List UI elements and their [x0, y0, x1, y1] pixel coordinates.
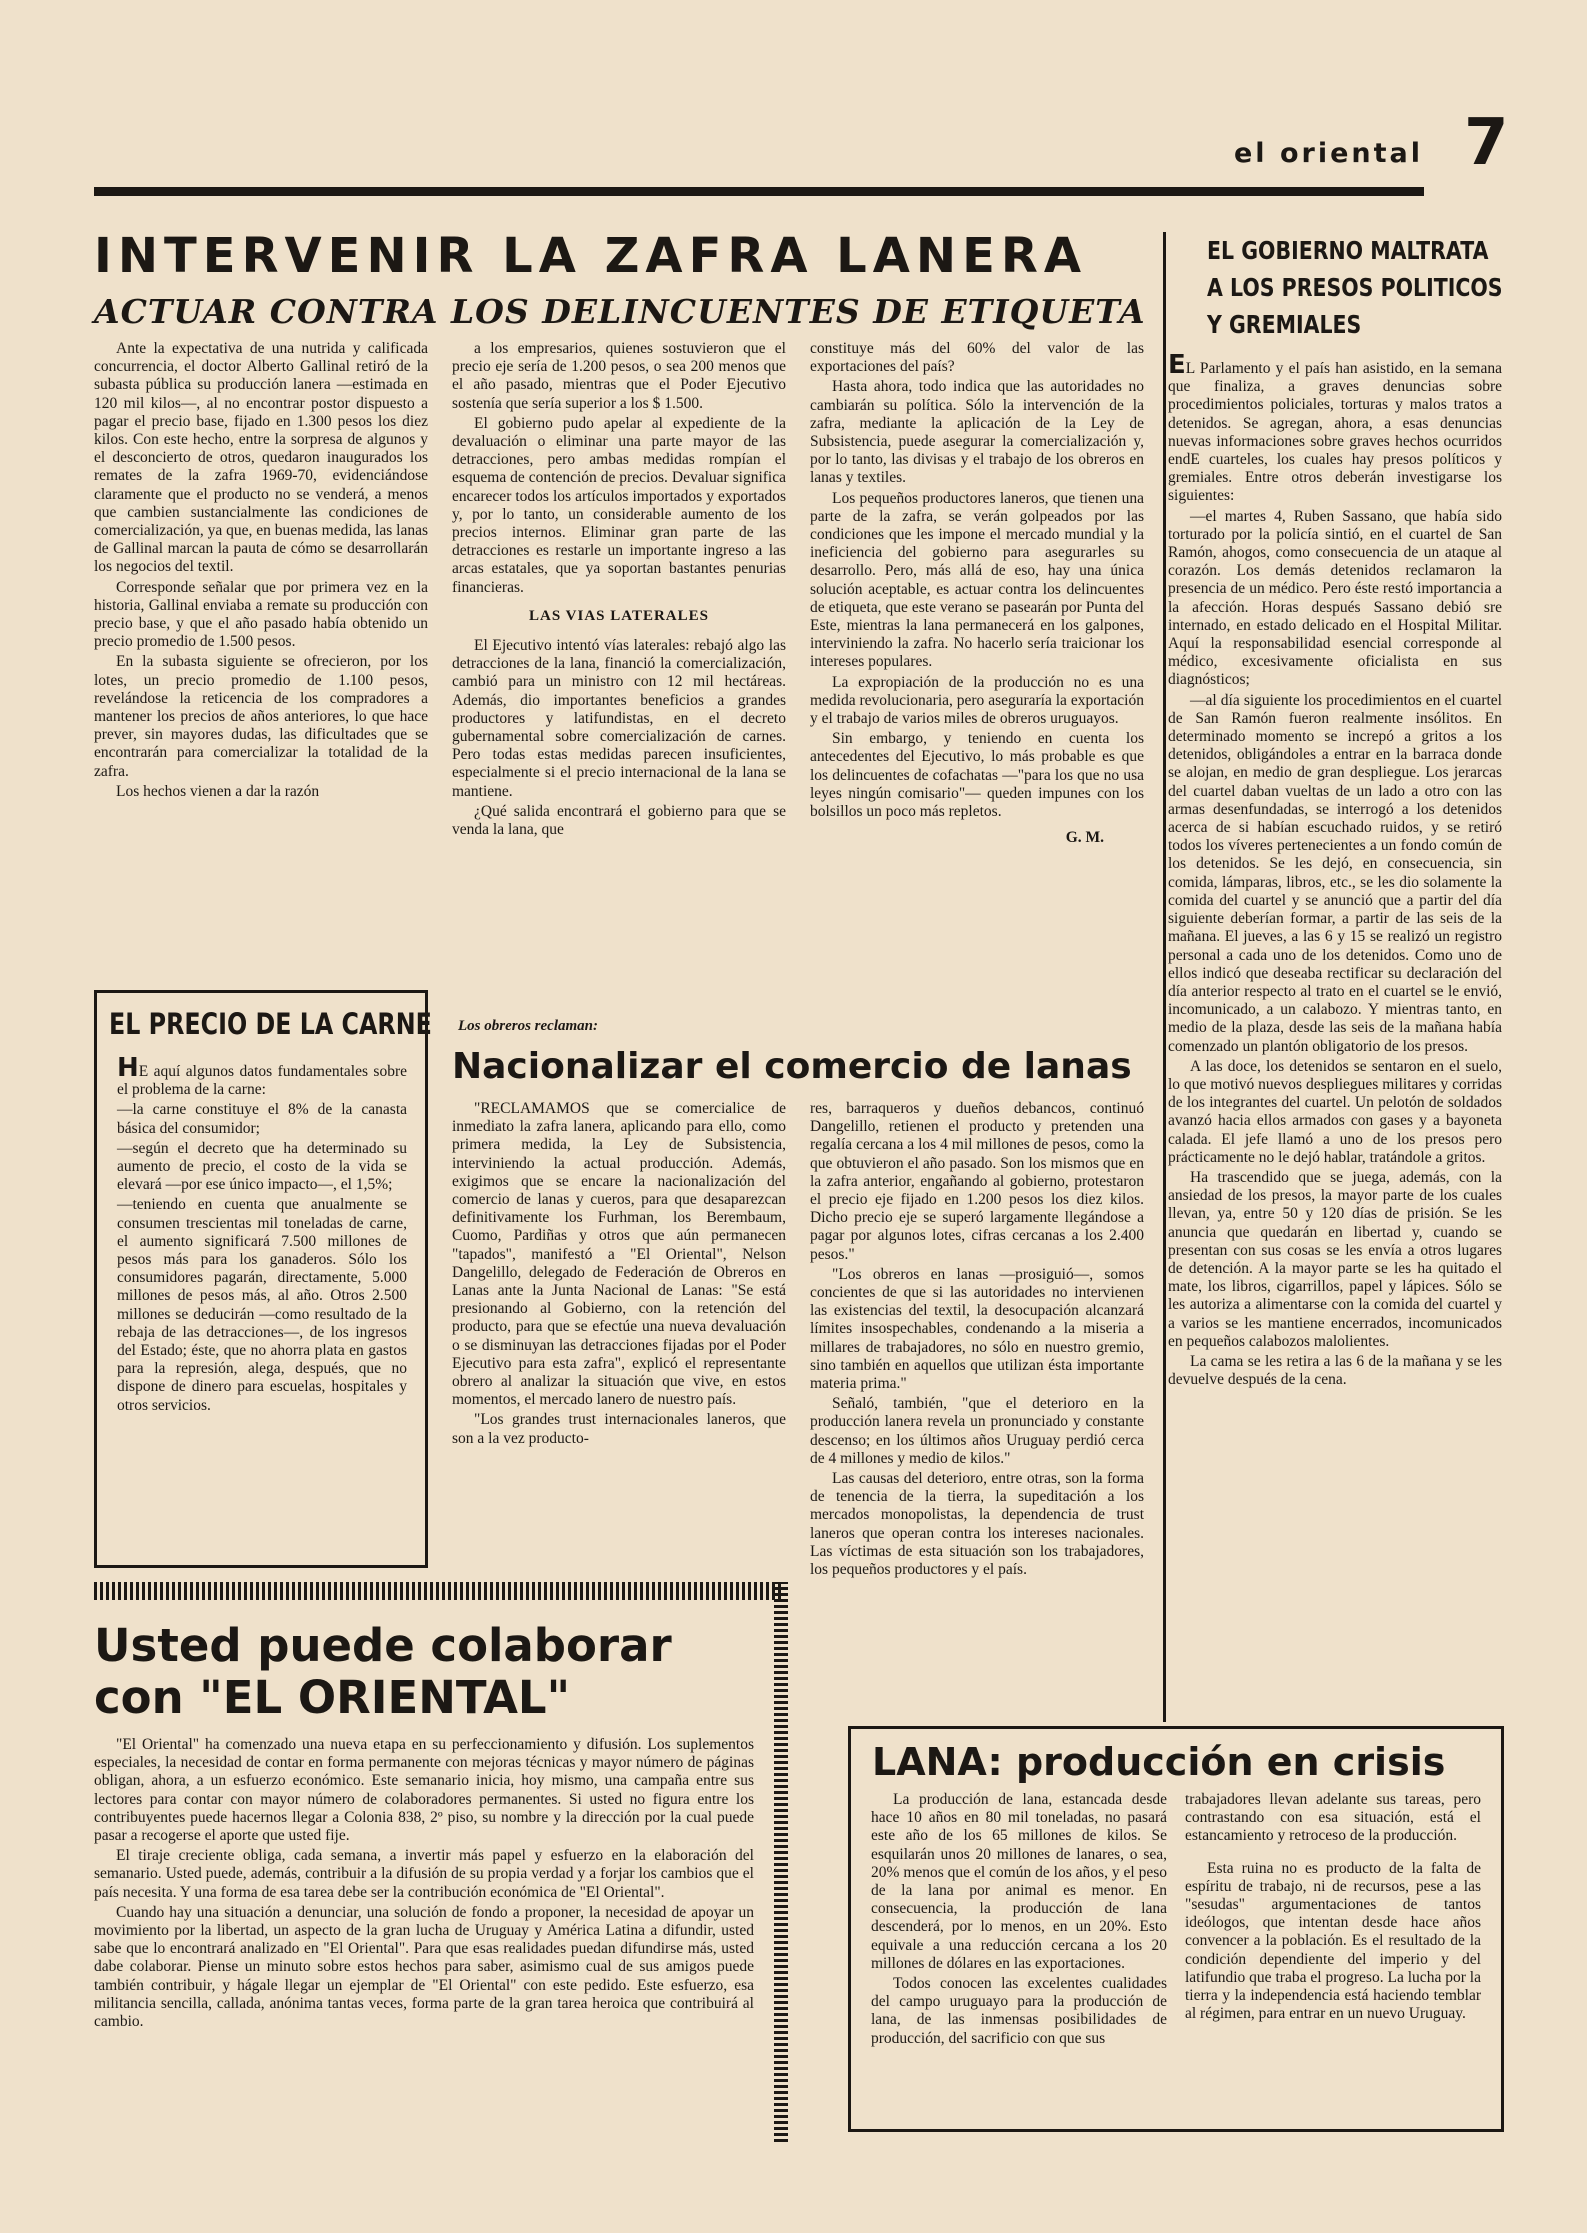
lana-col-1 — [871, 1791, 1167, 2050]
paragraph: EL Parlamento y el país han asistido, en la semana que finaliza, a graves denuncias sobre procedimientos policiales, torturas y malos tratos a detenidos. Se agregan, ahora, a esas denuncias nuevas informaciones sobre graves hechos ocurridos endE cuarteles, los cuales hay presos políticos y gremiales. Entre otros deberán investigarse los siguientes: — [1168, 350, 1502, 505]
paragraph: La producción de lana, estancada desde hace 10 años en 80 mil toneladas, no pasará este año de los 65 millones de kilos. Se esquilarán unos 20 millones de lanares, o sea, 20% menos que el común de los años, y el peso de la lana por animal es menor. En consecuencia, la producción de lana descenderá, por lo menos, en un 20%. Esto equivale a una reducción cercana a los 20 millones de dólares en las exportaciones. — [871, 1791, 1167, 1972]
subheading-vias-laterales: LAS VIAS LATERALES — [528, 607, 709, 624]
paragraph: Sin embargo, y teniendo en cuenta los antecedentes del Ejecutivo, lo más probable es que los delincuentes de cofachatas —"para los que no usa leyes ningún comisario"— queden impunes con los bolsillos un poco más repletos. — [810, 730, 1144, 821]
lana-box — [848, 1726, 1504, 2132]
list-item: —teniendo en cuenta que anualmente se consumen trescientas mil toneladas de carne, el aumento significará 7.500 millones de pesos más para los ganaderos. Sólo los consumidores pagarán, directamente, 5.000 millones de pesos más, al año. Otros 2.500 millones se deducirán —como resultado de la rebaja de las detracciones—, de los ingresos del Estado; éste, que no ahorra plata en gastos para la represión, alega, después, que no dispone de dinero para escuelas, hospitales y otros servicios. — [117, 1196, 407, 1414]
top-rule — [94, 187, 1424, 196]
paragraph: —al día siguiente los procedimientos en el cuartel de San Ramón fueron realmente insólitos. En determinado momento se increpó a gritos a los detenidos, obligándoles a entrar en la barraca donde se alojan, en medio de gran despliegue. Los jerarcas del cuartel daban vueltas de un lado a otro con las armas desenfundadas, se interrogó a los detenidos acerca de si habían escuchado ruidos, y se retiró todos los víveres pertenecientes a un fondo común de los detenidos. Se les dejó, en consecuencia, sin comida, lámparas, libros, etc., se les dio solamente la comida del cuartel y se anunció que a partir del día siguiente deberían formar, a partir de las seis de la mañana. El jueves, a las 6 y 15 se realizó un registro personal a cada uno de los detenidos. Como uno de ellos indicó que deseaba rectificar su declaración del día anterior respecto al trato en el cuartel se le envió, incomunicado, a un calabozo. Y mientras tanto, en medio de la plaza, desde las seis de la mañana había comenzado un plantón obligatorio de los presos. — [1168, 691, 1502, 1055]
lana-col-2 — [1185, 1791, 1481, 2025]
paragraph: a los empresarios, quienes sostuvieron que el precio eje sería de 1.200 pesos, o sea 200 menos que el año pasado, mientras que el Poder Ejecutivo sostenía que sería superior a los $ 1.500. — [452, 340, 786, 412]
nacionalizar-headline: Nacionalizar el comercio de lanas — [452, 1046, 1132, 1087]
usted-headline-line: con "EL ORIENTAL" — [94, 1671, 571, 1724]
paragraph: Los hechos vienen a dar la razón — [116, 782, 320, 800]
main-col-2 — [452, 340, 786, 841]
paragraph: La expropiación de la producción no es una medida revolucionaria, pero aseguraría la exportación y el trabajo de varios miles de obreros uruguayos. — [810, 673, 1144, 728]
paragraph: res, barraqueros y dueños debancos, continuó Dangelillo, retienen el producto y pretenden una regalía cercana a los 4 mil millones de pesos, como la que obtuvieron el año pasado. Son los mismos que en la zafra anterior, engañando al gobierno, protestaron el precio eje fijado en 1.200 pesos los diez kilos. Dicho precio eje se superó largamente llegándose a pagar por algunos lotes, cifras cercanas a los 2.400 pesos." — [810, 1100, 1144, 1263]
usted-frame-right — [774, 1582, 788, 2142]
paragraph: El gobierno pudo apelar al expediente de la devaluación o eliminar una parte mayor de las detracciones, pero ambas medidas rompían el esquema de contención de precios. Devaluar significa encarecer todos los artículos importados y exportados y, por lo tanto, un considerable aumento de los precios internos. Eliminar gran parte de las detracciones es restarle un importante ingreso a las arcas estatales, que ya soportan bastantes penurias financieras. — [452, 414, 786, 596]
list-item: —según el decreto que ha determinado su aumento de precio, el costo de la vida se elevará —por ese único impacto—, el 1,5%; — [117, 1139, 407, 1194]
paragraph: Los pequeños productores laneros, que tienen una parte de la zafra, se verán golpeados por las condiciones que les impone el mercado mundial y la ineficiencia del gobierno para asegurarles su desarrollo. Pero, más allá de eso, hay una única solución aceptable, es actuar contra los delincuentes de etiqueta, que este verano se pasearán por Punta del Este, mientras la lana permanecerá en los galpones, interviniendo la zafra. No hacerlo sería traicionar los intereses populares. — [810, 489, 1144, 671]
side-headline-line: Y GREMIALES — [1207, 310, 1362, 339]
paragraph: trabajadores llevan adelante sus tareas, pero contrastando con esa situación, está el estancamiento y retroceso de la producción. — [1185, 1791, 1481, 1845]
paragraph: En la subasta siguiente se ofrecieron, por los lotes, un precio promedio de 1.100 pesos, revelándose la reticencia de los compradores a mantener los precios de años anteriores, lo que hace prever, sin mayores dudas, las dificultades que se encontrarán para comercializar la totalidad de la zafra. — [94, 653, 428, 780]
paragraph: Esta ruina no es producto de la falta de espíritu de trabajo, ni de recursos, pese a las "sesudas" argumentaciones de tantos ideólogos, que intentan desde hace años convencer a la población. Es el resultado de la condición dependiente del imperio y del latifundio que traba el progreso. La lucha por la tierra y la independencia está haciendo temblar al régimen, para entrar en un nuevo Uruguay. — [1185, 1859, 1481, 2023]
paragraph: "Los obreros en lanas —prosiguió—, somos concientes de que si las autoridades no intervienen las existencias del textil, la desocupación alcanzará límites insospechables, condenando a la miseria a millares de trabajadores, no sólo en nuestro gremio, sino también en aquellos que utilizan ésta importante materia prima." — [810, 1265, 1144, 1393]
paragraph: La cama se les retira a las 6 de la mañana y se les devuelve después de la cena. — [1168, 1352, 1502, 1389]
page-number: 7 — [1464, 106, 1509, 180]
carne-box-body — [117, 1053, 407, 1417]
paragraph: A las doce, los detenidos se sentaron en el suelo, lo que motivó nuevos despliegues militares y corridas de los integrantes del cuartel. Un pelotón de soldados avanzó hacia ellos armados con gases y a bayoneta calada. El jefe llamó a uno de los presos pero prácticamente no le dejó hablar, tratándole a gritos. — [1168, 1057, 1502, 1166]
paragraph: "RECLAMAMOS que se comercialice de inmediato la zafra lanera, aplicando para ello, como primera medida, la Ley de Subsistencia, interviniendo la actual producción. Además, exigimos que se encare la nacionalización del comercio de lanas y cueros, para que desaparezcan definitivamente los Furhman, los Berembaum, Cuomo, Pardiñas y otros que aún permanecen "tapados", manifestó a "El Oriental", Nelson Dangelillo, delegado de Federación de Obreros en Lanas ante la Junta Nacional de Lanas: "Se está presionando al Gobierno, con la retención del producto, para que se efectúe una nueva devaluación o se disminuyan las detracciones fijadas por el Poder Ejecutivo para esta zafra", explicó el representante obrero al analizar la situación que vive, en estos momentos, el mercado lanero de nuestro país. — [452, 1100, 786, 1409]
main-headline: INTERVENIR LA ZAFRA LANERA — [94, 228, 1087, 284]
paragraph: Señaló, también, "que el deterioro en la producción lanera revela un pronunciado y constante descenso; en los últimos años Uruguay perdió cerca de 4 millones y medio de kilos." — [810, 1395, 1144, 1467]
article-signature: G. M. — [1065, 829, 1104, 847]
paragraph: Ha trascendido que se juega, además, con la ansiedad de los presos, la mayor parte de los cuales llevan, ya, entre 50 y 120 días de prisión. Se les anuncia que quedarán en libertad y, cuando se presentan con sus cosas se les envía a otros lugares de detención. A la mayor parte se les ha quitado el mate, los libros, cigarrillos, papel y lápices. Sólo se les autoriza a alimentarse con la comida del cuartel y a varios se les mantiene encerrados, incomunicados en pequeños calabozos malolientes. — [1168, 1168, 1502, 1350]
paragraph: ¿Qué salida encontrará el gobierno para que se venda la lana, que — [452, 802, 786, 839]
paragraph: Hasta ahora, todo indica que las autoridades no cambiarán su política. Sólo la intervención de la zafra, mediante la aplicación de la Ley de Subsistencia, puede asegurar la comercialización y, por lo tanto, las divisas y el trabajo de los obreros en lanas y textiles. — [810, 378, 1144, 487]
main-col-1 — [94, 340, 428, 803]
paragraph: Todos conocen las excelentes cualidades del campo uruguayo para la producción de lana, de las inmensas posibilidades de producción, del sacrificio con que sus — [871, 1975, 1167, 2047]
dropcap: H — [117, 1053, 139, 1083]
usted-body — [94, 1736, 754, 2033]
dropcap: E — [1168, 350, 1186, 380]
carne-box-title: EL PRECIO DE LA CARNE — [109, 1007, 432, 1041]
paragraph: Ante la expectativa de una nutrida y calificada concurrencia, el doctor Alberto Gallinal retiró de la subasta pública su producción lanera —estimada en 120 mil kilos—, al no encontrar postor dispuesto a pagar el precio base, fijado en 1.300 pesos los diez kilos. Con este hecho, entre la sorpresa de algunos y el desconcierto de otros, quedaron inaugurados los remates de la zafra 1969-70, evidenciándose claramente que el producto no se venderá, a menos que cambien sustancialmente las condiciones de comercialización, ya que, en buenas medida, las lanas de Gallinal marcan la pauta de cómo se desarrollarán los negocios del textil. — [94, 340, 428, 576]
paragraph: —el martes 4, Ruben Sassano, que había sido torturado por la policía sintió, en el cuartel de San Ramón, ahogos, como consecuencia de un ataque al corazón. Los demás detenidos reclamaron la presencia de un médico. Pero éste restó importancia a la afección. Horas después Sassano debió sre internado, en estado delicado en el Hospital Militar. Aquí la responsabilidad esencial corresponde al médico, excesivamente oficialista en sus diagnósticos; — [1168, 507, 1502, 689]
paragraph: constituye más del 60% del valor de las exportaciones del país? — [810, 340, 1144, 376]
main-subheadline: ACTUAR CONTRA LOS DELINCUENTES DE ETIQUETA — [94, 292, 1146, 331]
paragraph: Las causas del deterioro, entre otras, son la forma de tenencia de la tierra, la supeditación a los mercados monopolistas, la dependencia de trust laneros que operan contra los intereses nacionales. Las víctimas de esta situación son los trabajadores, los pequeños productores y el país. — [810, 1470, 1144, 1579]
nacionalizar-kicker: Los obreros reclaman: — [458, 1018, 598, 1034]
paragraph: El tiraje creciente obliga, cada semana, a invertir más papel y esfuerzo en la elaboración del semanario. Usted puede, además, contribuir a la difusión de su propia verdad y a forjar los cambios que el país necesita. Y una forma de esa tarea debe ser la contribución económica de "El Oriental". — [94, 1847, 754, 1901]
paragraph: "Los grandes trust internacionales laneros, que son a la vez producto- — [452, 1411, 786, 1447]
nacionalizar-col-1 — [452, 1100, 786, 1450]
usted-headline — [94, 1620, 672, 1724]
paragraph: HE aquí algunos datos fundamentales sobre el problema de la carne: — [117, 1053, 407, 1099]
side-headline-line: A LOS PRESOS POLITICOS — [1207, 273, 1503, 302]
carne-box — [94, 990, 432, 1568]
side-article-body — [1168, 350, 1502, 1391]
paragraph: "El Oriental" ha comenzado una nueva etapa en su perfeccionamiento y difusión. Los suplementos especiales, la necesidad de contar en forma permanente con mejoras técnicas y mayor número de páginas obligan, ahora, a un esfuerzo económico. Este semanario inicia, hoy mismo, una campaña entre sus lectores para contar con mayor número de colaboradores permanentes. Si usted no figura entre los contribuyentes puede hacernos llegar a Colonia 838, 2º piso, su nombre y la dirección por la cual puede pasar a recogerse el aporte que usted fije. — [94, 1736, 754, 1845]
usted-headline-line: Usted puede colaborar — [94, 1619, 672, 1672]
side-column-rule — [1163, 232, 1166, 1722]
paragraph: Corresponde señalar que por primera vez en la historia, Gallinal enviaba a remate su producción con precio base, y que el año pasado había obtenido un precio promedio de 1.500 pesos. — [94, 578, 428, 651]
nacionalizar-col-2 — [810, 1100, 1144, 1581]
main-col-3 — [810, 340, 1144, 847]
side-headline — [1207, 232, 1503, 343]
paragraph: Cuando hay una situación a denunciar, una solución de fondo a proponer, la necesidad de apoyar un movimiento por la libertad, un aspecto de la gran lucha de Uruguay y América Latina a difundir, usted sabe que lo encontrará analizado en "El Oriental". Para que esas realidades puedan difundirse más, usted dabe colaborar. Piense un minuto sobre estos hechos para saber, asimismo cual de sus amigos puede también contribuir, y hágale llegar un ejemplar de "El Oriental" con este pedido. Este esfuerzo, esa militancia sencilla, callada, anónima tantas veces, forma parte de la gran tarea heroica que contribuirá al cambio. — [94, 1903, 754, 2031]
lana-headline: LANA: producción en crisis — [872, 1740, 1446, 1784]
paragraph: El Ejecutivo intentó vías laterales: rebajó algo las detracciones de la lana, financió la comercialización, cambió para un ministro con 12 mil hectáreas. Además, dio importantes beneficios a grandes productores y latifundistas, en el decreto gubernamental sobre comercialización de carnes. Pero todas estas medidas parecen insuficientes, especialmente si el precio internacional de la lana se mantiene. — [452, 637, 786, 800]
masthead-name: el oriental — [1234, 138, 1424, 169]
usted-frame-top — [94, 1582, 784, 1600]
side-headline-line: EL GOBIERNO MALTRATA — [1207, 236, 1489, 265]
list-item: —la carne constituye el 8% de la canasta básica del consumidor; — [117, 1101, 407, 1137]
